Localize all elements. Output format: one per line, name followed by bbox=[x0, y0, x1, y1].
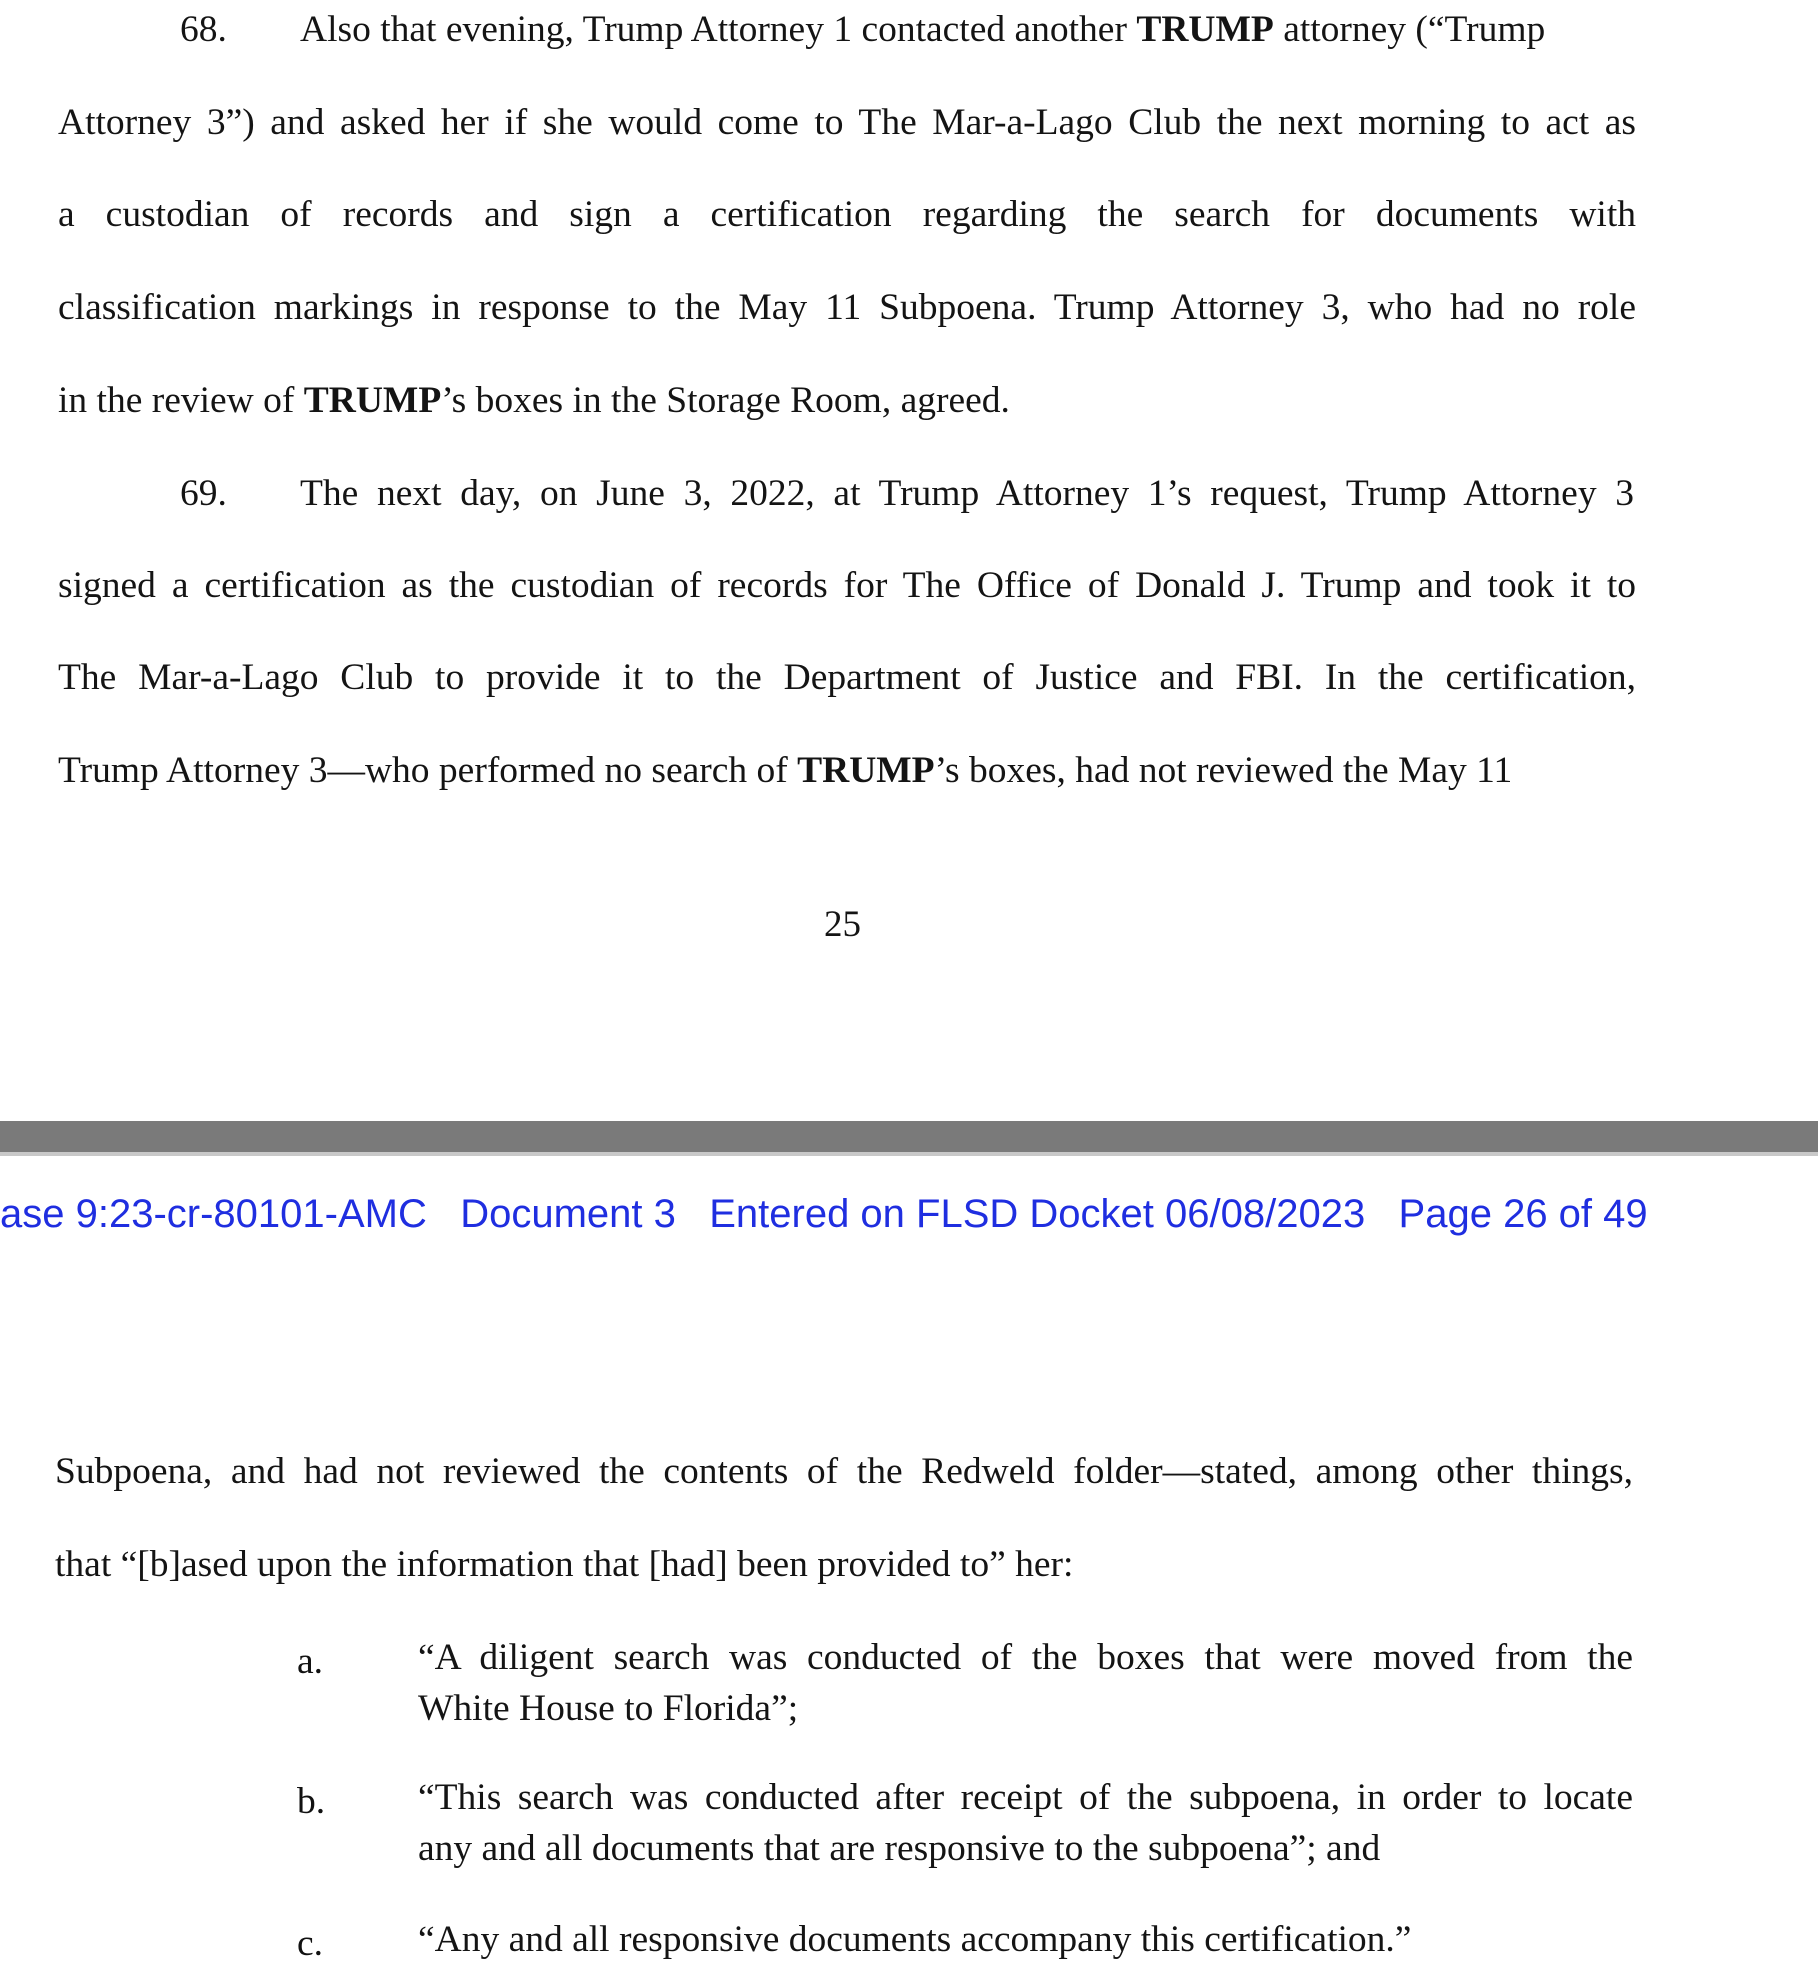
list-item-label: a. bbox=[297, 1641, 324, 1682]
list-item-text bbox=[418, 1914, 1633, 1965]
docket-entry: Entered on FLSD Docket 06/08/2023 bbox=[709, 1192, 1366, 1236]
case-number: ase 9:23-cr-80101-AMC bbox=[0, 1192, 427, 1236]
paragraph-68-line-2: Attorney 3”) and asked her if she would come to The Mar-a-Lago Club the next morning to act as bbox=[58, 102, 1636, 143]
paragraph-68-line-3: a custodian of records and sign a certification regarding the search for documents with bbox=[58, 194, 1636, 235]
text-run: Also that evening, Trump Attorney 1 contacted another bbox=[300, 9, 1137, 50]
list-item-label: c. bbox=[297, 1923, 324, 1964]
paragraph-69-number: 69. bbox=[180, 473, 227, 514]
paragraph-68-line-1 bbox=[300, 8, 1545, 51]
page-separator bbox=[0, 1121, 1818, 1152]
text-run: Trump Attorney 3—who performed no search of bbox=[58, 750, 798, 791]
paragraph-69-line-3: The Mar-a-Lago Club to provide it to the Department of Justice and FBI. In the certification, bbox=[58, 657, 1636, 698]
list-item-line: White House to Florida”; bbox=[418, 1688, 799, 1729]
bold-name: TRUMP bbox=[797, 750, 935, 791]
list-item-line: “Any and all responsive documents accompany this certification.” bbox=[418, 1919, 1412, 1960]
continuation-line-1: Subpoena, and had not reviewed the contents of the Redweld folder—stated, among other things, bbox=[55, 1451, 1633, 1492]
paragraph-69-line-2: signed a certification as the custodian of records for The Office of Donald J. Trump and took it to bbox=[58, 565, 1636, 606]
paragraph-69-line-4 bbox=[58, 749, 1512, 792]
text-run: attorney (“Trump bbox=[1273, 9, 1546, 50]
bold-name: TRUMP bbox=[1136, 9, 1274, 50]
paragraph-68-line-5 bbox=[58, 379, 1010, 422]
continuation-line-2: that “[b]ased upon the information that [had] been provided to” her: bbox=[55, 1544, 1074, 1585]
list-item-line: “A diligent search was conducted of the boxes that were moved from the bbox=[418, 1637, 1633, 1678]
text-run: in the review of bbox=[58, 380, 304, 421]
list-item-text bbox=[418, 1772, 1633, 1874]
paragraph-68-number: 68. bbox=[180, 9, 227, 50]
list-item-line: any and all documents that are responsive to the subpoena”; and bbox=[418, 1828, 1381, 1869]
bold-name: TRUMP bbox=[303, 380, 442, 421]
page-count: Page 26 of 49 bbox=[1398, 1192, 1648, 1236]
page-number: 25 bbox=[824, 904, 861, 945]
page-separator-shadow bbox=[0, 1152, 1818, 1156]
document-number: Document 3 bbox=[460, 1192, 676, 1236]
list-item-text bbox=[418, 1632, 1633, 1734]
case-header bbox=[0, 1192, 1648, 1237]
paragraph-69-line-1: The next day, on June 3, 2022, at Trump Attorney 1’s request, Trump Attorney 3 bbox=[300, 473, 1634, 514]
list-item-line: “This search was conducted after receipt of the subpoena, in order to locate bbox=[418, 1777, 1633, 1818]
text-run: ’s boxes in the Storage Room, agreed. bbox=[441, 380, 1010, 421]
list-item-label: b. bbox=[297, 1781, 326, 1822]
paragraph-68-line-4: classification markings in response to the May 11 Subpoena. Trump Attorney 3, who had no role bbox=[58, 287, 1636, 328]
text-run: ’s boxes, had not reviewed the May 11 bbox=[934, 750, 1513, 791]
